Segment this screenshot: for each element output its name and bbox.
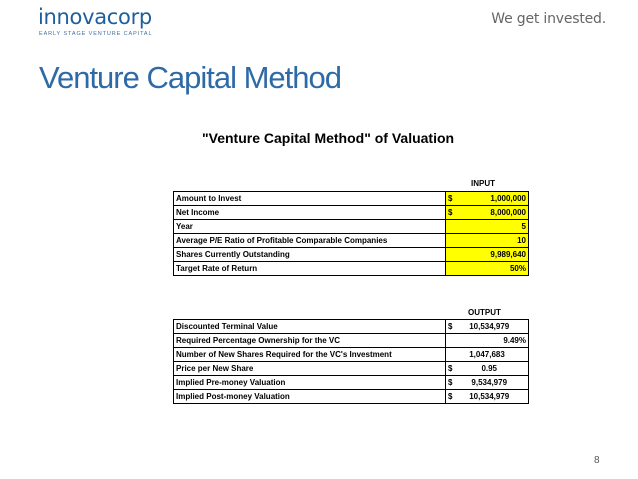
row-label: Amount to Invest: [174, 192, 446, 206]
table-row: [174, 234, 529, 248]
page-title: Venture Capital Method: [39, 60, 341, 95]
table-row: [174, 248, 529, 262]
row-value-cell: [446, 334, 529, 348]
row-label: Shares Currently Outstanding: [174, 248, 446, 262]
row-value: 10: [517, 236, 526, 245]
table-row: [174, 320, 529, 334]
row-value-cell: [446, 206, 529, 220]
table-row: [174, 334, 529, 348]
row-value: 9,534,979: [471, 378, 508, 387]
document-heading: "Venture Capital Method" of Valuation: [202, 130, 455, 146]
currency-symbol: $: [448, 322, 453, 331]
row-value-cell: [446, 362, 529, 376]
table-row: [174, 390, 529, 404]
row-value-cell: [446, 234, 529, 248]
brand-tagline: We get invested.: [491, 11, 606, 27]
row-value-cell: [446, 192, 529, 206]
currency-symbol: $: [448, 392, 453, 401]
brand-logo: innovacorp: [38, 5, 152, 29]
table-row: [174, 262, 529, 276]
table-row: [174, 348, 529, 362]
row-label: Implied Post-money Valuation: [174, 390, 446, 404]
row-label: Discounted Terminal Value: [174, 320, 446, 334]
row-value-cell: [446, 248, 529, 262]
row-value: 8,000,000: [490, 208, 526, 217]
row-value: 1,000,000: [490, 194, 526, 203]
row-label: Net Income: [174, 206, 446, 220]
page-number: 8: [594, 455, 600, 466]
currency-symbol: $: [448, 208, 453, 217]
row-value: 1,047,683: [469, 350, 505, 359]
row-label: Required Percentage Ownership for the VC: [174, 334, 446, 348]
row-value: 5: [521, 222, 526, 231]
row-value: 10,534,979: [469, 322, 510, 331]
row-value-cell: [446, 376, 529, 390]
row-value-cell: [446, 348, 529, 362]
row-value-cell: [446, 220, 529, 234]
row-value-cell: [446, 390, 529, 404]
row-value: 10,534,979: [469, 392, 510, 401]
row-label: Price per New Share: [174, 362, 446, 376]
currency-symbol: $: [448, 194, 453, 203]
input-table: [173, 191, 529, 276]
row-value: 50%: [509, 264, 526, 273]
table-row: [174, 362, 529, 376]
table-row: [174, 376, 529, 390]
table-row: [174, 206, 529, 220]
row-label: Year: [174, 220, 446, 234]
row-label: Average P/E Ratio of Profitable Comparable Companies: [174, 234, 446, 248]
currency-symbol: $: [448, 364, 453, 373]
row-value-cell: [446, 320, 529, 334]
brand-subtitle: EARLY STAGE VENTURE CAPITAL: [39, 31, 153, 37]
output-table-header: OUTPUT: [468, 308, 501, 317]
table-row: [174, 220, 529, 234]
output-table: [173, 319, 529, 404]
row-value: 0.95: [481, 364, 498, 373]
currency-symbol: $: [448, 378, 453, 387]
row-label: Implied Pre-money Valuation: [174, 376, 446, 390]
row-value: 9.49%: [503, 336, 526, 345]
table-row: [174, 192, 529, 206]
row-value-cell: [446, 262, 529, 276]
row-label: Target Rate of Return: [174, 262, 446, 276]
input-table-header: INPUT: [471, 179, 495, 188]
row-value: 9,989,640: [490, 250, 526, 259]
row-label: Number of New Shares Required for the VC's Investment: [174, 348, 446, 362]
